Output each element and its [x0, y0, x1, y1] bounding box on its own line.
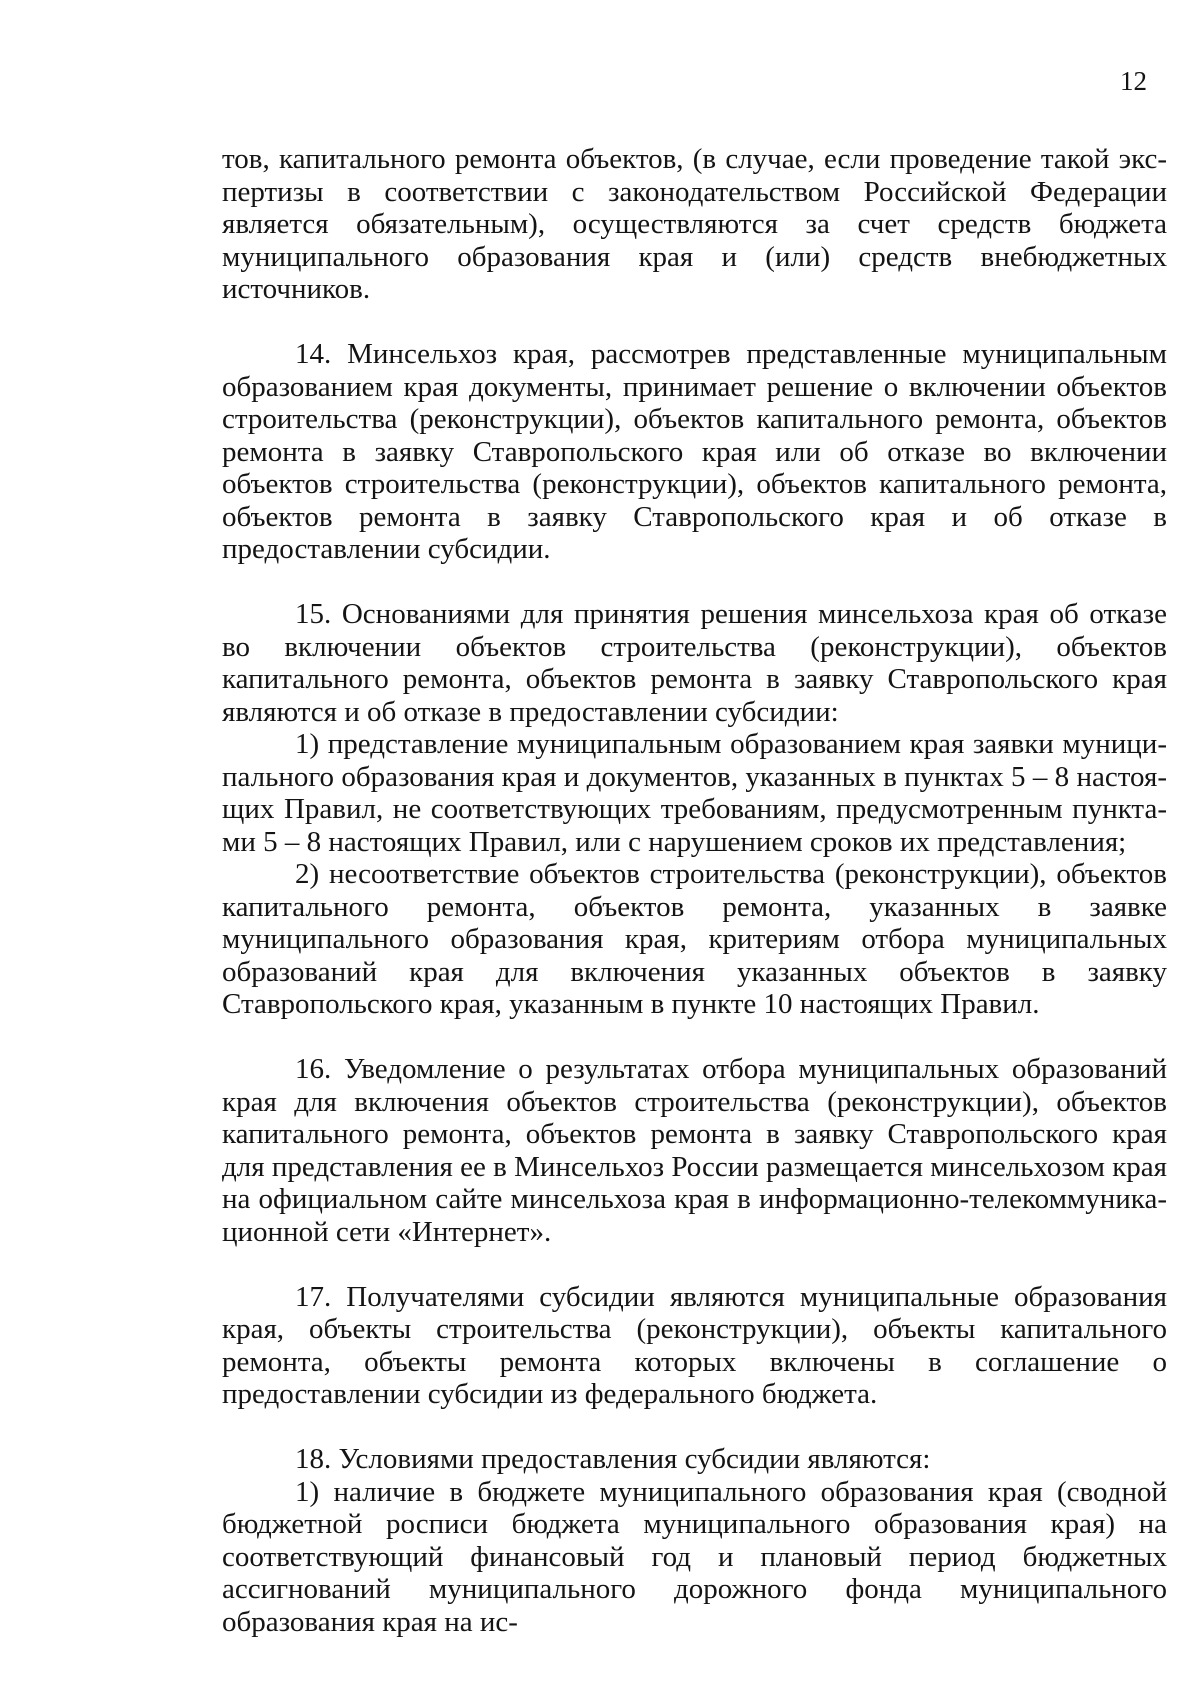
paragraph-15-item-2: 2) несоответствие объектов строительства (реконструкции), объектов капитального ремонта, объектов ремонта, указанных в заявке муниципального образования края, критериям отбора муниципальных образований края для включения указанных объектов в заявку Ставропольского края, указанным в пункте 10 настоящих Правил.	[222, 858, 1167, 1020]
paragraph-15-item-1: 1) представление муниципальным образованием края заявки муниципального образования края и документов, указанных в пунктах 5 – 8 настоящих Правил, не соответствующих требованиям, предусмотренным пунктами 5 – 8 настоящих Правил, или с нарушением сроков их представления;	[222, 728, 1167, 858]
paragraph-18-item-1: 1) наличие в бюджете муниципального образования края (сводной бюджетной росписи бюджета муниципального образования края) на соответствующий финансовый год и плановый период бюджетных ассигнований муниципального дорожного фонда муниципального образования края на ис-	[222, 1475, 1167, 1638]
paragraph-17: 17. Получателями субсидии являются муниципальные образования края, объекты строительства (реконструкции), объекты капитального ремонта, объекты ремонта которых включены в соглашение о предоставлении субсидии из федерального бюджета.	[222, 1280, 1167, 1410]
page-number: 12	[1120, 66, 1147, 96]
paragraph-15: 15. Основаниями для принятия решения минсельхоза края об отказе во включении объектов строительства (реконструкции), объектов капитального ремонта, объектов ремонта в заявку Ставропольского края являются и об отказе в предоставлении субсидии:	[222, 598, 1167, 728]
paragraph-16: 16. Уведомление о результатах отбора муниципальных образований края для включения объектов строительства (реконструкции), объектов капитального ремонта, объектов ремонта в заявку Ставропольского края для представления ее в Минсельхоз России размещается минсельхозом края на официальном сайте минсельхоза края в информационно-телекоммуникационной сети «Интернет».	[222, 1053, 1167, 1248]
paragraph-13-continuation: тов, капитального ремонта объектов, (в случае, если проведение такой экспертизы в соответствии с законодательством Российской Федерации является обязательным), осуществляются за счет средств бюджета муниципального образования края и (или) средств внебюджетных источников.	[222, 143, 1167, 305]
paragraph-18: 18. Условиями предоставления субсидии являются:	[295, 1443, 931, 1475]
paragraph-14: 14. Минсельхоз края, рассмотрев представленные муниципальным образованием края документы, принимает решение о включении объектов строительства (реконструкции), объектов капитального ремонта, объектов ремонта в заявку Ставропольского края или об отказе во включении объектов строительства (реконструкции), объектов капитального ремонта, объектов ремонта в заявку Ставропольского края и об отказе в предоставлении субсидии.	[222, 338, 1167, 565]
document-body	[222, 143, 1167, 1638]
